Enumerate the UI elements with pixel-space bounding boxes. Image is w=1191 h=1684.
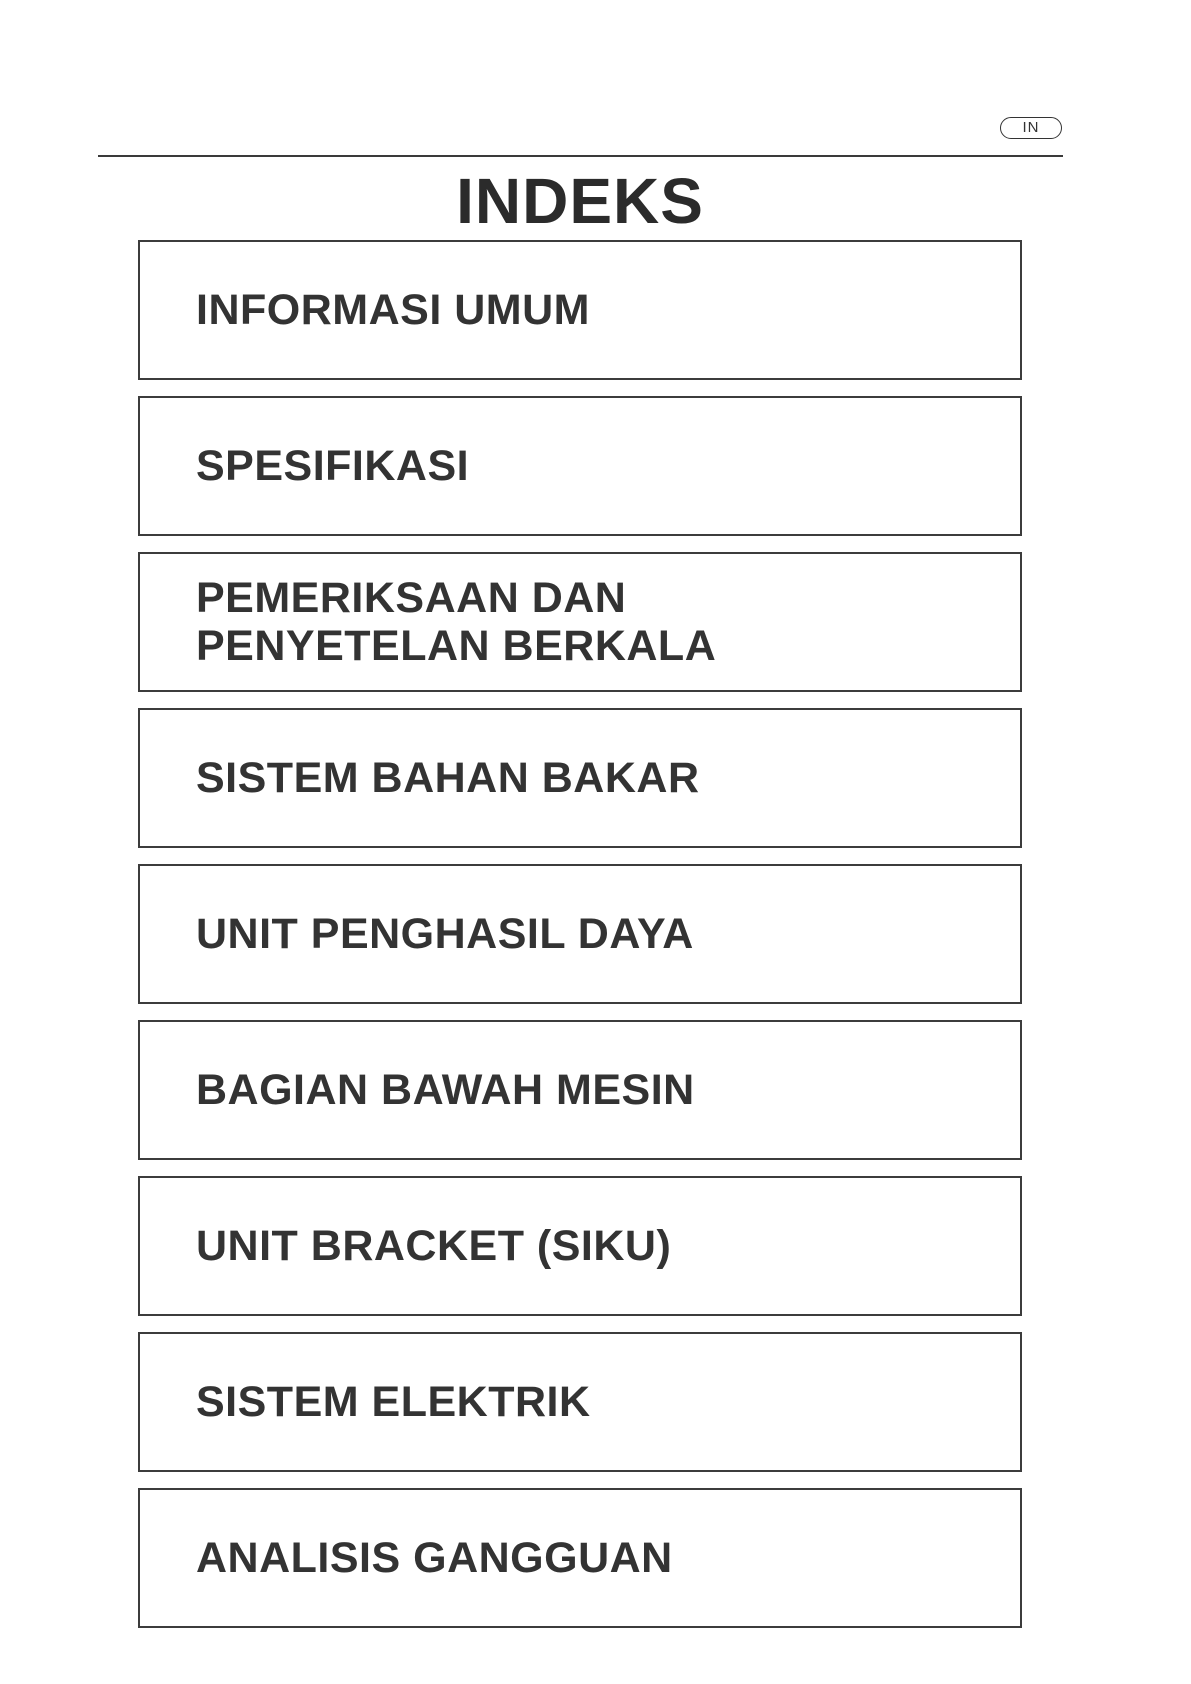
toc-item-pemeriksaan-penyetelan[interactable]: [138, 552, 1022, 692]
toc-item-spesifikasi[interactable]: [138, 396, 1022, 536]
toc-item-sistem-elektrik[interactable]: [138, 1332, 1022, 1472]
toc-item-label: SISTEM ELEKTRIK: [196, 1378, 591, 1426]
toc-item-unit-bracket[interactable]: [138, 1176, 1022, 1316]
toc-item-label: INFORMASI UMUM: [196, 286, 590, 334]
toc-item-analisis-gangguan[interactable]: [138, 1488, 1022, 1628]
language-badge: IN: [1000, 117, 1062, 139]
toc-item-unit-penghasil-daya[interactable]: [138, 864, 1022, 1004]
toc-item-bagian-bawah-mesin[interactable]: [138, 1020, 1022, 1160]
header-rule: [98, 155, 1063, 157]
toc-item-label: UNIT PENGHASIL DAYA: [196, 910, 694, 958]
toc-item-informasi-umum[interactable]: [138, 240, 1022, 380]
page-title: INDEKS: [456, 165, 704, 237]
toc-item-label: SPESIFIKASI: [196, 442, 470, 490]
toc-item-sistem-bahan-bakar[interactable]: [138, 708, 1022, 848]
toc-item-label: PEMERIKSAAN DAN PENYETELAN BERKALA: [196, 574, 717, 670]
toc-item-label: ANALISIS GANGGUAN: [196, 1534, 673, 1582]
toc-item-label: BAGIAN BAWAH MESIN: [196, 1066, 695, 1114]
toc-item-label: UNIT BRACKET (SIKU): [196, 1222, 672, 1270]
toc-item-label: SISTEM BAHAN BAKAR: [196, 754, 700, 802]
